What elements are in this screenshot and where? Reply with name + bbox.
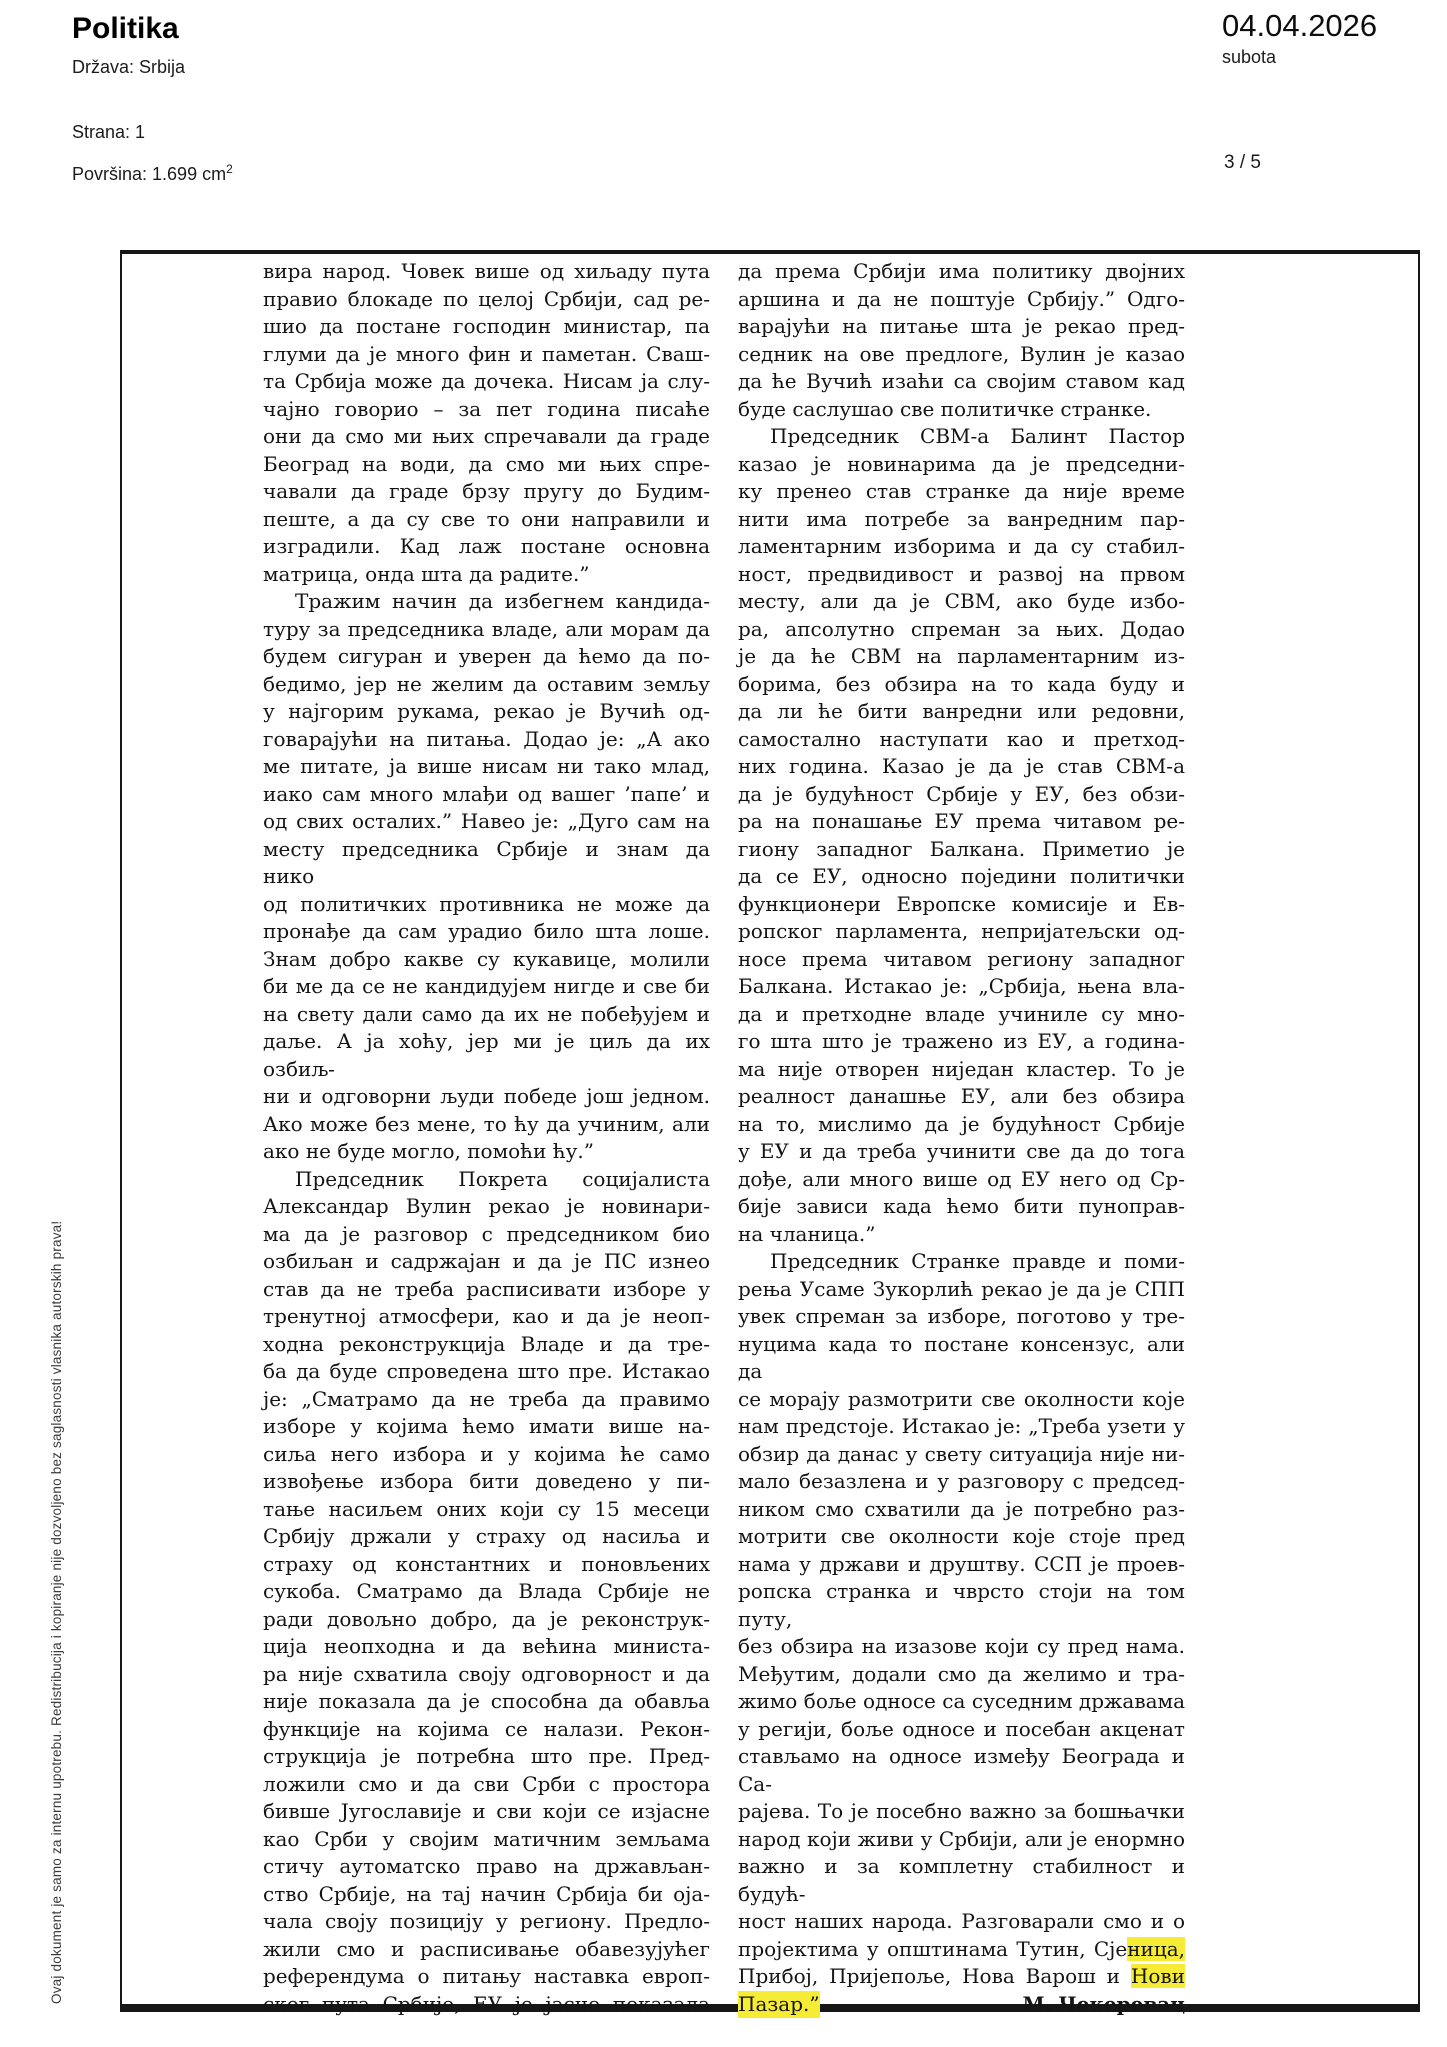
article-line: ни и одговорни људи победе још једном. (263, 1084, 710, 1108)
article-line: чајно говорио – за пет година писаће (263, 396, 710, 421)
article-line: гиону западног Балкана. Приметио је (738, 836, 1185, 861)
article-line: Међутим, додали смо да желимо и тра- (738, 1661, 1185, 1686)
article-line: глуми да је много фин и паметан. Сваш- (263, 341, 710, 366)
article-line: ност наших народа. Разговарали смо и о (738, 1909, 1185, 1933)
article-line: важно и за комплетну стабилност и будућ- (738, 1854, 1185, 1906)
article-line: ство Србије, на тај начин Србија би оја- (263, 1881, 710, 1906)
article-line: пронађе да сам урадио било шта лоше. (263, 919, 710, 943)
article-line: туру за председника владе, али морам да (263, 616, 710, 641)
article-line: није показала да је способна да обавља (263, 1689, 710, 1713)
article-line: у најгорим рукама, рекао је Вучић од- (263, 699, 710, 723)
article-line: ра није схватила своју одговорност и да (263, 1661, 710, 1686)
article-line: аршина и да не поштује Србију.” Одго- (738, 286, 1185, 311)
article-line: ба да буде спроведена што пре. Истакао (263, 1359, 710, 1383)
article-line: мало безазлена и у разговору с председ- (738, 1469, 1185, 1493)
article-line: нама у држави и друштву. ССП је проев- (738, 1551, 1185, 1576)
article-line: од свих осталих.” Навео је: „Дуго сам на (263, 809, 710, 833)
article-line: носе према читавом региону западног (738, 946, 1185, 971)
article-line: чала своју позицију у региону. Предло- (263, 1909, 710, 1933)
article-line: ција неопходна и да већина министа- (263, 1634, 710, 1658)
article-line: ме питате, ја више нисам ни тако млад, (263, 754, 710, 778)
article-line: изградили. Кад лаж постане основна (263, 534, 710, 558)
article-line: матрица, онда шта да радите.” (263, 561, 590, 586)
article-line: извођење избора бити доведено у пи- (263, 1469, 710, 1493)
article-line: Балкана. Истакао је: „Србија, њена вла- (738, 974, 1185, 998)
area-value: Površina: 1.699 cm (72, 164, 227, 184)
article-line: струкција је потребна што пре. Пред- (263, 1744, 710, 1768)
article-line: вира народ. Човек више од хиљаду пута (263, 259, 710, 283)
article-line: би ме да се не кандидујем нигде и све би (263, 974, 710, 998)
article-line: изборе у којима ћемо имати више на- (263, 1414, 710, 1438)
article-line: у регији, боље односе и посебан акценат (738, 1716, 1185, 1741)
article-line: да ли ће бити ванредни или редовни, (738, 699, 1185, 723)
article-line: тање насиљем оних који су 15 месеци (263, 1496, 710, 1521)
article-line: жили смо и расписивање обавезујућег (263, 1936, 710, 1961)
article-line: Тражим начин да избегнем кандида- (295, 589, 710, 613)
country-label: Država: Srbija (72, 57, 186, 77)
article-line: функције на којима се налази. Рекон- (263, 1716, 710, 1741)
article-line: пеште, а да су све то они направили и (263, 506, 710, 531)
article-line: тренутној атмосфери, као и да је неоп- (263, 1304, 710, 1328)
article-line: месту, али да је СВМ, ако буде избо- (738, 589, 1185, 613)
article-closing-line (738, 1991, 1185, 2019)
article-line: го шта што је тражено из ЕУ, а година- (738, 1029, 1185, 1053)
article-line: Председник Странке правде и поми- (770, 1249, 1185, 1273)
article-line: ма није отворен ниједан кластер. То је (738, 1056, 1185, 1081)
article-line: дође, али много више од ЕУ него од Ср- (738, 1166, 1185, 1191)
article-line: ског пута Србије, ЕУ је јасно показала (263, 1991, 710, 2016)
article-line: у ЕУ и да треба учинити све да до тога (738, 1139, 1185, 1163)
article-line: обзир да данас у свету ситуација није ни- (738, 1441, 1185, 1466)
pagination-indicator: 3 / 5 (1224, 152, 1261, 173)
article-line: ма да је разговор с председником био (263, 1221, 710, 1246)
article-line: седник на ове предлоге, Вулин је казао (738, 341, 1185, 366)
article-line: ропског парламента, непријатељски од- (738, 919, 1185, 943)
article-line: сукоба. Сматрамо да Влада Србије не (263, 1579, 710, 1603)
article-line: ником смо схватили да је потребно раз- (738, 1496, 1185, 1521)
article-line: страху од константних и поновљених (263, 1551, 710, 1576)
article-line: варајући на питање шта је рекао пред- (738, 314, 1185, 338)
article-line: бивше Југославије и сви који се изјасне (263, 1799, 710, 1823)
article-line: Знам добро какве су кукавице, молили (263, 946, 710, 971)
article-column-right (738, 258, 1185, 2018)
article-line: нити има потребе за ванредним пар- (738, 506, 1185, 531)
article-line: увек спреман за изборе, поготово у тре- (738, 1304, 1185, 1328)
article-line: на чланица.” (738, 1221, 876, 1246)
article-line: се морају размотрити све околности које (738, 1386, 1185, 1411)
article-line: народ који живи у Србији, али је енормно (738, 1826, 1185, 1851)
article-line: да и претходне владе учиниле су мно- (738, 1001, 1185, 1026)
article-line: ност, предвидивост и развој на првом (738, 561, 1185, 586)
article-line: Председник СВМ-а Балинт Пастор (770, 424, 1185, 448)
article-line: Београд на води, да смо ми њих спре- (263, 451, 710, 476)
weekday-label: subota (1222, 47, 1277, 67)
highlighted-text: ница, (1127, 1936, 1185, 1961)
article-line: них година. Казао је да је став СВМ-а (738, 754, 1185, 778)
article-line: да се ЕУ, односно поједини политички (738, 864, 1185, 888)
article-line: шио да постане господин министар, па (263, 314, 710, 338)
article-line: ради довољно добро, да је реконструк- (263, 1606, 710, 1631)
article-line: пројектима у општинама Тутин, Сјеница, (738, 1936, 1185, 1961)
article-line: стичу аутоматско право на држављан- (263, 1854, 710, 1878)
article-line: референдума о питању наставка европ- (263, 1964, 710, 1988)
article-line: од политичких противника не може да (263, 891, 710, 916)
article-line: као Срби у својим матичним земљама (263, 1826, 710, 1851)
date-label: 04.04.2026 (1222, 8, 1378, 43)
article-line: ако не буде могло, помоћи ћу.” (263, 1139, 594, 1163)
highlighted-text: Нови (1130, 1964, 1185, 1988)
article-line: жимо боље односе са суседним државама (738, 1689, 1185, 1713)
article-line: даље. А ја хоћу, јер ми је циљ да их озбиљ- (263, 1029, 710, 1081)
page-number-label: Strana: 1 (72, 122, 146, 142)
article-line: је: „Сматрамо да не треба да правимо (263, 1386, 710, 1411)
article-line: реалност данашње ЕУ, али без обзира (738, 1084, 1185, 1108)
article-line: ку пренео став странке да није време (738, 479, 1185, 503)
article-line: борима, без обзира на то када буду и (738, 671, 1185, 696)
article-line: правио блокаде по целој Србији, сад ре- (263, 286, 710, 311)
copyright-note: Ovaj dokument je samo za internu upotrebu. Redistribucija i kopiranje nije dozvoljeno bez saglasnosti vlasnika autorskih prava! (49, 1220, 64, 2004)
article-line: та Србија може да дочека. Нисам ја слу- (263, 369, 710, 393)
byline: М. Чекеревац (1022, 1991, 1185, 2016)
article-line: да је будућност Србије у ЕУ, без обзи- (738, 781, 1185, 806)
area-superscript: 2 (226, 162, 233, 176)
article-line: ра на понашање ЕУ према читавом ре- (738, 809, 1185, 833)
article-line: казао је новинарима да је председни- (738, 451, 1185, 476)
article-line: ламентарним изборима и да су стабил- (738, 534, 1185, 558)
article-line: нам предстоје. Истакао је: „Треба узети у (738, 1414, 1185, 1438)
article-line: ложили смо и да сви Срби с простора (263, 1771, 710, 1796)
article-line: будем сигуран и уверен да ћемо да по- (263, 644, 710, 668)
article-line: сиља него избора и у којима ће само (263, 1441, 710, 1466)
article-line: на свету дали само да их не побеђујем и (263, 1001, 710, 1026)
page-title: Politika (72, 12, 179, 45)
article-line: Александар Вулин рекао је новинари- (263, 1194, 710, 1218)
article-line: они да смо ми њих спречавали да граде (263, 424, 710, 448)
article-line: ропска странка и чврсто стоји на том путу, (738, 1579, 1185, 1631)
article-line: функционери Европске комисије и Ев- (738, 891, 1185, 916)
article-line: Србију држали у страху од насиља и (263, 1524, 710, 1548)
article-line: да ће Вучић изаћи са својим ставом кад (738, 369, 1185, 393)
area-label (72, 162, 233, 185)
article-line: на то, мислимо да је будућност Србије (738, 1111, 1185, 1136)
article-line: је да ће СВМ на парламентарним из- (738, 644, 1185, 668)
article-line: рења Усаме Зукорлић рекао је да је СПП (738, 1276, 1185, 1301)
article-line: став да не треба расписивати изборе у (263, 1276, 710, 1301)
article-line: Прибој, Пријепоље, Нова Варош и Нови (738, 1964, 1185, 1988)
article-line: говарајући на питања. Додао је: „А ако (263, 726, 710, 751)
article-line: бије зависи када ћемо бити пуноправ- (738, 1194, 1185, 1218)
article-line: да према Србији има политику двојних (738, 259, 1185, 283)
article-line: нуцима када то постане консензус, али да (738, 1331, 1185, 1383)
article-line: ра, апсолутно спреман за њих. Додао (738, 616, 1185, 641)
article-line: мотрити све околности које стоје пред (738, 1524, 1185, 1548)
article-line: Председник Покрета социјалиста (295, 1166, 710, 1191)
article-line: рајева. То је посебно важно за бошњачки (738, 1799, 1185, 1823)
highlighted-text: Пазар.” (738, 1991, 820, 2019)
article-line: озбиљан и садржајан и да је ПС изнео (263, 1249, 710, 1273)
article-line: иако сам много млађи од вашег ’папе’ и (263, 781, 710, 806)
article-line: без обзира на изазове који су пред нама. (738, 1634, 1185, 1658)
article-line: бедимо, јер не желим да оставим земљу (263, 671, 710, 696)
article-line: самостално наступати као и претход- (738, 726, 1185, 751)
article-line: чавали да граде брзу пругу до Будим- (263, 479, 710, 503)
article-line: Ако може без мене, то ћу да учиним, али (263, 1111, 710, 1136)
article-line: стављамо на односе између Београда и Са- (738, 1744, 1185, 1796)
article-line: ходна реконструкција Владе и да тре- (263, 1331, 710, 1356)
article-column-left (263, 258, 710, 2018)
article-line: месту председника Србије и знам да нико (263, 836, 710, 888)
article-line: буде саслушао све политичке странке. (738, 396, 1152, 421)
